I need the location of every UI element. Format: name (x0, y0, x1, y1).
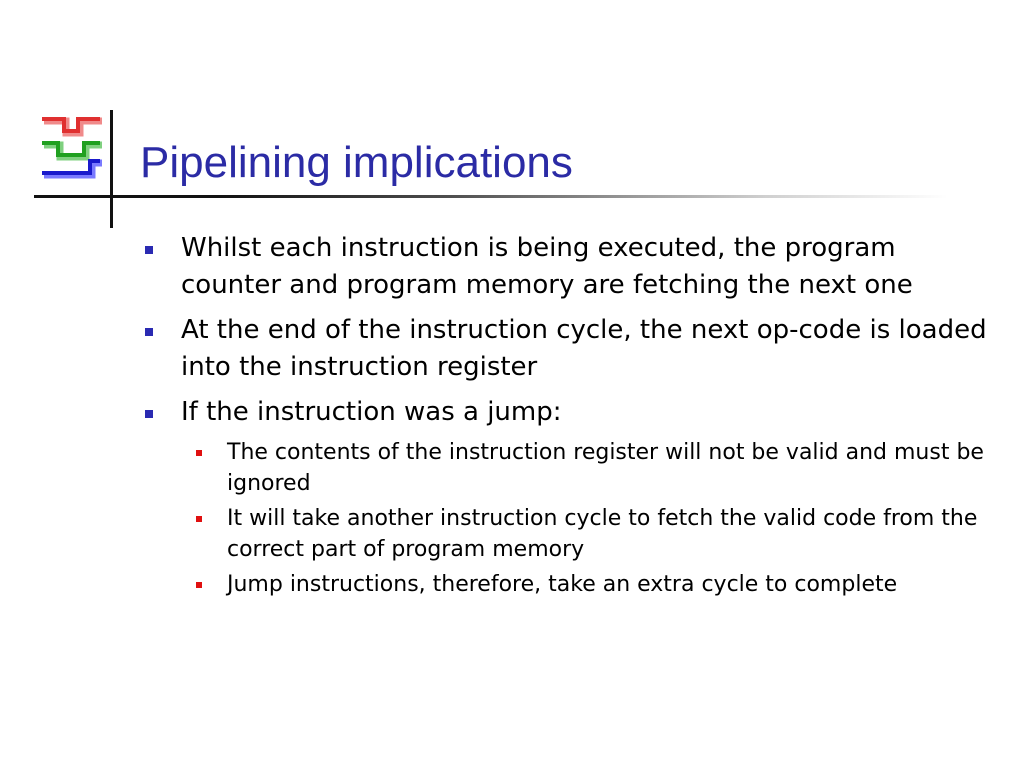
square-bullet-icon (145, 410, 153, 418)
square-bullet-icon (145, 328, 153, 336)
square-sub-bullet-icon (196, 450, 202, 456)
sub-bullet-item (196, 569, 995, 600)
slide-title: Pipelining implications (140, 138, 573, 187)
bullet-text: Whilst each instruction is being executed, the program counter and program memory are fetching the next one (181, 233, 913, 300)
bullet-text: At the end of the instruction cycle, the next op-code is loaded into the instruction register (181, 315, 987, 382)
bullet-item (145, 394, 995, 431)
slide-content (145, 230, 995, 604)
bullet-text: If the instruction was a jump: (181, 397, 562, 427)
sub-bullet-item (196, 437, 995, 499)
title-vertical-rule (110, 110, 113, 228)
square-bullet-icon (145, 246, 153, 254)
sub-bullet-text: The contents of the instruction register will not be valid and must be ignored (227, 440, 984, 496)
bullet-item (145, 312, 995, 386)
sub-bullet-item (196, 503, 995, 565)
bullet-item (145, 230, 995, 304)
sub-bullet-list (145, 437, 995, 600)
sub-bullet-text: It will take another instruction cycle to fetch the valid code from the correct part of program memory (227, 506, 978, 562)
logo-icon (40, 115, 106, 183)
square-sub-bullet-icon (196, 516, 202, 522)
title-horizontal-rule (34, 195, 948, 198)
square-sub-bullet-icon (196, 582, 202, 588)
sub-bullet-text: Jump instructions, therefore, take an extra cycle to complete (227, 572, 898, 597)
